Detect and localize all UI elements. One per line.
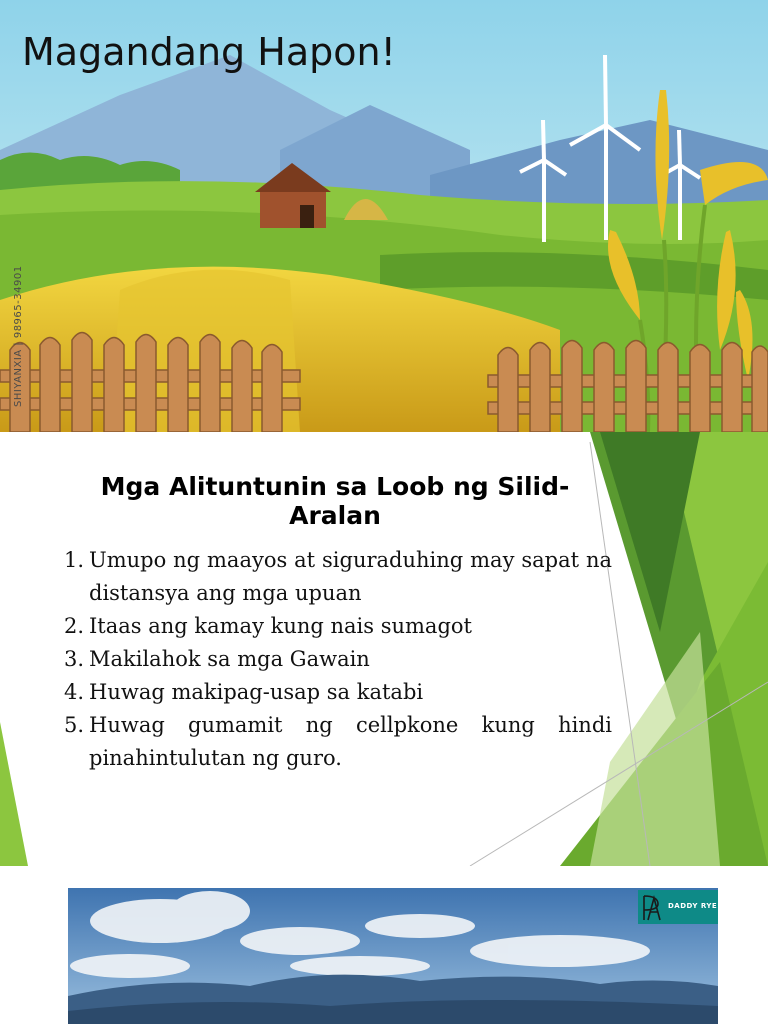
slide-landscape <box>0 866 768 1024</box>
rule-number: 5. <box>64 713 85 737</box>
brand-monogram-icon <box>638 890 668 924</box>
rule-number: 1. <box>64 548 85 572</box>
rule-text: Huwag gumamit ng cellpkone kung hindi pinahintulutan ng guro. <box>89 713 612 770</box>
rule-text: Umupo ng maayos at siguraduhing may sapat na distansya ang mga upuan <box>89 548 612 605</box>
rule-text: Makilahok sa mga Gawain <box>89 647 370 671</box>
fence-right <box>488 341 768 433</box>
rules-title: Mga Alituntunin sa Loob ng Silid-Aralan <box>100 472 570 530</box>
slide-rules <box>0 432 768 866</box>
rule-text: Itaas ang kamay kung nais sumagot <box>89 614 472 638</box>
list-item <box>64 544 612 610</box>
rule-number: 4. <box>64 680 85 704</box>
list-item <box>64 643 612 676</box>
rule-number: 2. <box>64 614 85 638</box>
brand-name: DADDY RYE <box>668 902 718 910</box>
image-watermark: SHIYANXIA | 98965-34901 <box>13 265 24 407</box>
list-item <box>64 676 612 709</box>
slide-greeting <box>0 0 768 432</box>
greeting-title: Magandang Hapon! <box>22 30 396 74</box>
rules-list <box>64 544 612 775</box>
brand-logo <box>638 890 718 924</box>
list-item <box>64 610 612 643</box>
rule-text: Huwag makipag-usap sa katabi <box>89 680 424 704</box>
rule-number: 3. <box>64 647 85 671</box>
list-item <box>64 709 612 775</box>
